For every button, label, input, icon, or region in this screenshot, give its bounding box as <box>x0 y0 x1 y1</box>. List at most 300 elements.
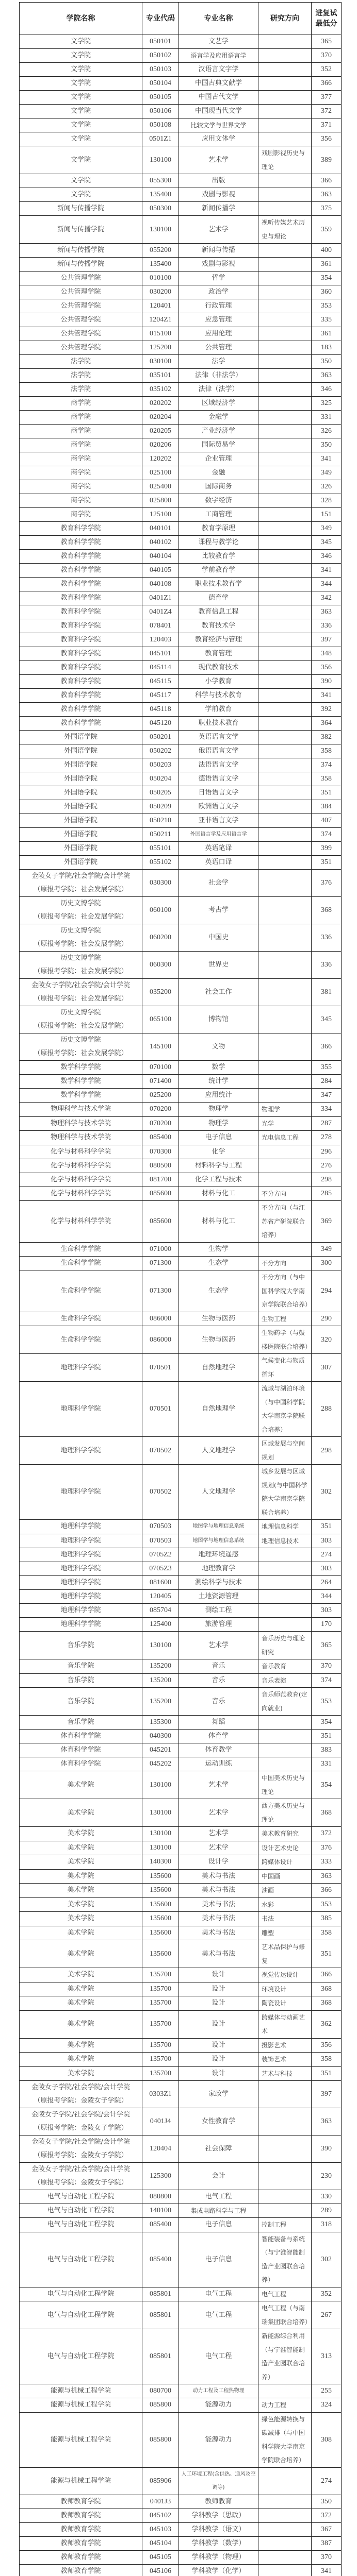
college-name: 文学院 <box>71 191 91 198</box>
min-score-cell: 285 <box>312 1187 342 1201</box>
research-direction-cell: 生物工程 <box>258 1312 312 1326</box>
college-cell <box>20 2232 142 2287</box>
table-row <box>20 1312 342 1326</box>
college-cell <box>20 842 142 856</box>
table-row <box>20 1173 342 1187</box>
major-code-cell: 085801 <box>142 2301 179 2329</box>
college-cell <box>20 2398 142 2413</box>
min-score-cell: 363 <box>312 1869 342 1884</box>
table-row <box>20 1799 342 1827</box>
college-name: 美术学院 <box>67 1858 94 1866</box>
major-code-cell: 130100 <box>142 216 179 244</box>
table-row <box>20 800 342 814</box>
min-score-cell: 363 <box>312 605 342 619</box>
table-row <box>20 952 342 979</box>
research-direction-cell: 物理学 <box>258 1103 312 1117</box>
research-direction-cell <box>258 814 312 828</box>
min-score-cell: 308 <box>312 2412 342 2467</box>
college-cell <box>20 1855 142 1870</box>
research-direction-cell <box>258 2204 312 2218</box>
table-row <box>20 2218 342 2232</box>
college-cell <box>20 1673 142 1688</box>
major-code-cell: 050105 <box>142 91 179 105</box>
table-row <box>20 2108 342 2136</box>
major-name-cell: 电气工程 <box>179 2287 258 2301</box>
major-name-cell: 材料与化工 <box>179 1187 258 1201</box>
min-score-cell: 264 <box>312 1576 342 1590</box>
college-name: 美术学院 <box>67 1971 94 1978</box>
college-cell <box>20 2509 142 2522</box>
major-code-cell: 135400 <box>142 258 179 272</box>
research-direction-cell: 油画 <box>258 1884 312 1898</box>
college-cell <box>20 1982 142 1996</box>
major-name-cell: 社会保障 <box>179 2136 258 2163</box>
college-name: 教育科学学院 <box>60 636 101 643</box>
research-direction-cell <box>258 786 312 800</box>
research-direction-cell <box>258 452 312 466</box>
research-direction-cell <box>258 758 312 772</box>
major-name-cell: 设计学 <box>179 1855 258 1870</box>
table-row <box>20 2204 342 2218</box>
table-row <box>20 49 342 63</box>
research-direction-cell <box>258 2163 312 2190</box>
college-cell <box>20 1116 142 1131</box>
min-score-cell: 331 <box>312 1757 342 1771</box>
college-cell <box>20 619 142 633</box>
min-score-cell: 346 <box>312 383 342 397</box>
college-cell <box>20 118 142 132</box>
college-cell <box>20 244 142 258</box>
major-code-cell: 045106 <box>142 2564 179 2576</box>
research-direction-cell: 气候变化与物质循环 <box>258 1354 312 1382</box>
college-name: 公共管理学院 <box>60 288 101 296</box>
college-name: 教师教育学院 <box>60 2498 101 2505</box>
college-cell <box>20 1618 142 1632</box>
college-cell <box>20 1061 142 1075</box>
table-row <box>20 550 342 564</box>
min-score-cell: 350 <box>312 2495 342 2509</box>
major-code-cell: 120405 <box>142 1590 179 1604</box>
college-cell <box>20 63 142 77</box>
major-name-cell: 社会学 <box>179 870 258 897</box>
major-name-cell: 产业经济学 <box>179 425 258 438</box>
research-direction-cell <box>258 35 312 49</box>
table-row <box>20 924 342 952</box>
college-name: 文学院 <box>71 38 91 45</box>
major-name-cell: 化学 <box>179 1145 258 1159</box>
table-row <box>20 1548 342 1562</box>
research-direction-cell <box>258 118 312 132</box>
major-code-cell: 020204 <box>142 411 179 425</box>
min-score-cell: 354 <box>312 272 342 285</box>
table-row <box>20 828 342 842</box>
min-score-cell: 341 <box>312 2564 342 2576</box>
table-row <box>20 578 342 591</box>
table-row <box>20 1632 342 1659</box>
table-row <box>20 870 342 897</box>
major-name-cell: 职业技术教育学 <box>179 578 258 591</box>
header-min-score: 进复试 最低分 <box>312 3 342 35</box>
college-cell <box>20 1270 142 1312</box>
table-row <box>20 1757 342 1771</box>
table-row <box>20 1520 342 1534</box>
research-direction-cell: 中国画 <box>258 1869 312 1884</box>
major-name-cell: 人文地理学 <box>179 1437 258 1465</box>
major-name-cell: 教师教育 <box>179 2495 258 2509</box>
major-name-cell: 美术与书法 <box>179 1869 258 1884</box>
major-name-cell: 小学教育 <box>179 675 258 689</box>
min-score-cell: 303 <box>312 1562 342 1576</box>
major-name-cell: 新闻传播学 <box>179 202 258 216</box>
table-row <box>20 1912 342 1926</box>
college-name: 教师教育学院 <box>60 2539 101 2547</box>
min-score-cell: 336 <box>312 924 342 952</box>
min-score-cell: 350 <box>312 355 342 369</box>
research-direction-cell <box>258 63 312 77</box>
college-cell <box>20 1590 142 1604</box>
major-name-cell: 电气工程 <box>179 2329 258 2384</box>
research-direction-cell <box>258 202 312 216</box>
table-row <box>20 202 342 216</box>
college-cell <box>20 202 142 216</box>
min-score-cell: 361 <box>312 327 342 341</box>
college-cell <box>20 2038 142 2053</box>
min-score-cell: 354 <box>312 1771 342 1799</box>
table-row <box>20 647 342 661</box>
college-original-note: （原报考学院：社会发展学院） <box>34 1022 127 1030</box>
college-cell <box>20 1326 142 1354</box>
major-code-cell: 070300 <box>142 1145 179 1159</box>
min-score-cell: 368 <box>312 1799 342 1827</box>
college-cell <box>20 2010 142 2038</box>
major-name-cell: 英语笔译 <box>179 842 258 856</box>
min-score-cell: 353 <box>312 1688 342 1716</box>
min-score-cell: 372 <box>312 2509 342 2522</box>
table-row <box>20 1743 342 1757</box>
research-direction-cell: 区域发展与空间规划 <box>258 1437 312 1465</box>
college-name: 公共管理学院 <box>60 274 101 282</box>
college-name: 地理科学学院 <box>60 1551 101 1558</box>
college-cell <box>20 313 142 327</box>
table-row <box>20 1576 342 1590</box>
college-cell <box>20 605 142 619</box>
college-name: 教育科学学院 <box>60 622 101 630</box>
college-original-note: （原报考学院：金陵女子学院） <box>34 2151 127 2159</box>
major-code-cell: 135400 <box>142 188 179 202</box>
research-direction-cell <box>258 299 312 313</box>
table-body <box>20 35 342 2576</box>
research-direction-cell <box>258 1618 312 1632</box>
major-code-cell: 045118 <box>142 703 179 717</box>
major-code-cell: 135300 <box>142 1716 179 1730</box>
college-name: 公共管理学院 <box>60 302 101 310</box>
min-score-cell: 377 <box>312 91 342 105</box>
college-cell <box>20 647 142 661</box>
major-code-cell: 0401Z4 <box>142 605 179 619</box>
major-name-cell: 艺术学 <box>179 216 258 244</box>
research-direction-cell: 跨媒体设计 <box>258 1855 312 1870</box>
major-code-cell: 040101 <box>142 522 179 536</box>
major-name-cell: 设计 <box>179 2066 258 2081</box>
research-direction-cell <box>258 1242 312 1256</box>
table-row <box>20 1270 342 1312</box>
table-row <box>20 2522 342 2536</box>
major-name-cell: 音乐 <box>179 1673 258 1688</box>
min-score-cell: 353 <box>312 299 342 313</box>
major-name-cell: 自然地理学 <box>179 1382 258 1437</box>
table-row <box>20 1968 342 1982</box>
min-score-cell: 368 <box>312 897 342 924</box>
college-name: 金陵女子学院/社会学院/会计学院 <box>31 2111 130 2119</box>
table-row <box>20 1926 342 1940</box>
major-name-cell: 电气工程 <box>179 2301 258 2329</box>
college-name: 新闻与传播学院 <box>57 260 104 268</box>
college-name: 地理科学学院 <box>60 1606 101 1614</box>
college-name: 教育科学学院 <box>60 580 101 588</box>
min-score-cell: 351 <box>312 2066 342 2081</box>
college-cell <box>20 480 142 494</box>
college-name: 数学科学学院 <box>60 1091 101 1099</box>
research-direction-cell <box>258 313 312 327</box>
major-name-cell: 设计 <box>179 1996 258 2011</box>
min-score-cell: 351 <box>312 1520 342 1534</box>
table-row <box>20 1534 342 1548</box>
major-name-cell: 现代教育技术 <box>179 661 258 675</box>
college-name: 地理科学学院 <box>60 1565 101 1572</box>
table-row <box>20 1006 342 1033</box>
college-name: 教育科学学院 <box>60 608 101 616</box>
major-name-cell: 艺术学 <box>179 1799 258 1827</box>
research-direction-cell <box>258 731 312 744</box>
major-name-cell: 能源动力 <box>179 2398 258 2413</box>
major-code-cell: 035101 <box>142 369 179 383</box>
min-score-cell: 303 <box>312 1604 342 1618</box>
min-score-cell: 351 <box>312 856 342 870</box>
major-name-cell: 舞蹈 <box>179 1716 258 1730</box>
research-direction-cell <box>258 800 312 814</box>
major-name-cell: 材料科学与工程 <box>179 1159 258 1173</box>
college-name: 电气与自动化工程学院 <box>47 2311 114 2319</box>
table-row <box>20 35 342 49</box>
table-row <box>20 2509 342 2522</box>
college-name: 美术学院 <box>67 1950 94 1958</box>
major-code-cell: 085801 <box>142 2329 179 2384</box>
min-score-cell: 383 <box>312 1743 342 1757</box>
college-name: 历史文博学院 <box>60 900 101 907</box>
min-score-cell: 362 <box>312 2010 342 2038</box>
college-cell <box>20 508 142 522</box>
college-cell <box>20 2301 142 2329</box>
table-row <box>20 2550 342 2564</box>
college-name: 数学科学学院 <box>60 1063 101 1071</box>
major-name-cell: 戏剧与影视 <box>179 188 258 202</box>
college-name: 体育科学学院 <box>60 1732 101 1740</box>
major-code-cell: 025400 <box>142 480 179 494</box>
research-direction-cell <box>258 397 312 411</box>
research-direction-cell <box>258 49 312 63</box>
major-code-cell: 085600 <box>142 1187 179 1201</box>
min-score-cell: 274 <box>312 1548 342 1562</box>
min-score-cell: 358 <box>312 2053 342 2067</box>
research-direction-cell: 地理信息科学 <box>258 1520 312 1534</box>
min-score-cell: 370 <box>312 2550 342 2564</box>
college-cell <box>20 1912 142 1926</box>
major-code-cell: 086000 <box>142 1312 179 1326</box>
major-code-cell: 045105 <box>142 2550 179 2564</box>
major-code-cell: 071000 <box>142 1242 179 1256</box>
table-row <box>20 188 342 202</box>
college-name: 外国语学院 <box>64 817 98 824</box>
research-direction-cell <box>258 828 312 842</box>
research-direction-cell <box>258 1548 312 1562</box>
research-direction-cell <box>258 2081 312 2108</box>
major-name-cell: 会计 <box>179 2163 258 2190</box>
college-cell <box>20 1465 142 1520</box>
research-direction-cell <box>258 91 312 105</box>
research-direction-cell <box>258 1061 312 1075</box>
min-score-cell: 324 <box>312 2398 342 2413</box>
table-row <box>20 1604 342 1618</box>
min-score-cell: 366 <box>312 77 342 91</box>
major-name-cell: 美术与书法 <box>179 1926 258 1940</box>
college-name: 教育科学学院 <box>60 691 101 699</box>
major-code-cell: 135700 <box>142 1968 179 1982</box>
college-name: 新闻与传播学院 <box>57 226 104 233</box>
table-row <box>20 786 342 800</box>
major-name-cell: 数学 <box>179 1061 258 1075</box>
college-original-note: （原报考学院：社会发展学院） <box>34 940 127 948</box>
research-direction-cell <box>258 924 312 952</box>
research-direction-cell: 不分方向 <box>258 1256 312 1270</box>
major-code-cell: 015100 <box>142 327 179 341</box>
major-code-cell: 0303Z1 <box>142 2081 179 2108</box>
college-name: 音乐学院 <box>67 1676 94 1684</box>
research-direction-cell: 跨媒体与动画艺术 <box>258 2010 312 2038</box>
major-code-cell: 130100 <box>142 1771 179 1799</box>
major-name-cell: 人工环境工程(含供热、通风及空调等) <box>179 2467 258 2495</box>
min-score-cell: 336 <box>312 619 342 633</box>
major-code-cell: 025100 <box>142 466 179 480</box>
college-cell <box>20 1089 142 1103</box>
college-cell <box>20 1757 142 1771</box>
research-direction-cell <box>258 870 312 897</box>
min-score-cell: 390 <box>312 2136 342 2163</box>
college-cell <box>20 1006 142 1033</box>
major-code-cell: 086000 <box>142 1326 179 1354</box>
research-direction-cell <box>258 717 312 731</box>
major-name-cell: 中国史 <box>179 924 258 952</box>
major-name-cell: 金融学 <box>179 411 258 425</box>
research-direction-cell <box>258 633 312 647</box>
major-name-cell: 汉语言文字学 <box>179 63 258 77</box>
table-row <box>20 1089 342 1103</box>
college-cell <box>20 633 142 647</box>
college-name: 教育科学学院 <box>60 552 101 560</box>
major-code-cell: 050209 <box>142 800 179 814</box>
major-name-cell: 教育学原理 <box>179 522 258 536</box>
college-cell <box>20 466 142 480</box>
table-row <box>20 118 342 132</box>
research-direction-cell <box>258 1743 312 1757</box>
major-name-cell: 动力工程及工程热物理 <box>179 2384 258 2398</box>
college-name: 商学院 <box>71 399 91 407</box>
college-cell <box>20 1548 142 1562</box>
major-code-cell: 085600 <box>142 1201 179 1243</box>
min-score-cell: 348 <box>312 647 342 661</box>
college-name: 文学院 <box>71 107 91 115</box>
major-code-cell: 0705Z3 <box>142 1562 179 1576</box>
major-name-cell: 比较文学与世界文学 <box>179 118 258 132</box>
major-name-cell: 化学工程与技术 <box>179 1173 258 1187</box>
min-score-cell: 390 <box>312 675 342 689</box>
college-cell <box>20 272 142 285</box>
college-name: 能源与机械工程学院 <box>51 2387 111 2395</box>
major-name-cell: 政治学 <box>179 285 258 299</box>
min-score-cell: 255 <box>312 2384 342 2398</box>
table-row <box>20 758 342 772</box>
college-name: 教育科学学院 <box>60 664 101 671</box>
major-name-cell: 生态学 <box>179 1256 258 1270</box>
major-name-cell: 家政学 <box>179 2081 258 2108</box>
college-name: 生命科学学院 <box>60 1287 101 1295</box>
table-row <box>20 1855 342 1870</box>
major-name-cell: 博物馆 <box>179 1006 258 1033</box>
research-direction-cell: 不分方向（与中国科学院大学南京学院联合培养） <box>258 1270 312 1312</box>
college-name: 金陵女子学院/社会学院/会计学院 <box>31 2083 130 2091</box>
min-score-cell: 278 <box>312 1131 342 1145</box>
research-direction-cell <box>258 675 312 689</box>
min-score-cell: 389 <box>312 146 342 174</box>
research-direction-cell: 设计艺术史论 <box>258 1841 312 1855</box>
table-header-row <box>20 3 342 35</box>
major-code-cell: 130100 <box>142 1827 179 1841</box>
min-score-cell: 392 <box>312 703 342 717</box>
college-name: 外国语学院 <box>64 858 98 866</box>
table-row <box>20 744 342 758</box>
min-score-cell: 325 <box>312 397 342 411</box>
major-name-cell: 学科教学（化学） <box>179 2564 258 2576</box>
college-original-note: （原报考学院：社会发展学院） <box>34 1049 127 1057</box>
college-name: 美术学院 <box>67 1844 94 1852</box>
research-direction-cell <box>258 661 312 675</box>
major-code-cell: 050201 <box>142 731 179 744</box>
major-code-cell: 135600 <box>142 1940 179 1968</box>
research-direction-cell: 不分方向（与江苏省产研院联合培养） <box>258 1201 312 1243</box>
min-score-cell: 318 <box>312 2218 342 2232</box>
college-name: 教育科学学院 <box>60 650 101 657</box>
research-direction-cell <box>258 744 312 758</box>
major-code-cell: 045114 <box>142 661 179 675</box>
major-name-cell: 中国古典文献学 <box>179 77 258 91</box>
major-code-cell: 030200 <box>142 285 179 299</box>
college-cell <box>20 870 142 897</box>
min-score-cell: 365 <box>312 35 342 49</box>
min-score-cell: 336 <box>312 952 342 979</box>
major-name-cell: 英语口译 <box>179 856 258 870</box>
min-score-cell: 359 <box>312 216 342 244</box>
min-score-cell: 367 <box>312 2522 342 2536</box>
college-name: 商学院 <box>71 511 91 518</box>
college-cell <box>20 1033 142 1061</box>
table-row <box>20 466 342 480</box>
research-direction-cell <box>258 578 312 591</box>
major-name-cell: 土地资源管理 <box>179 1590 258 1604</box>
min-score-cell: 399 <box>312 842 342 856</box>
major-code-cell: 140100 <box>142 2204 179 2218</box>
research-direction-cell <box>258 703 312 717</box>
major-name-cell: 音乐 <box>179 1659 258 1674</box>
min-score-cell: 360 <box>312 285 342 299</box>
